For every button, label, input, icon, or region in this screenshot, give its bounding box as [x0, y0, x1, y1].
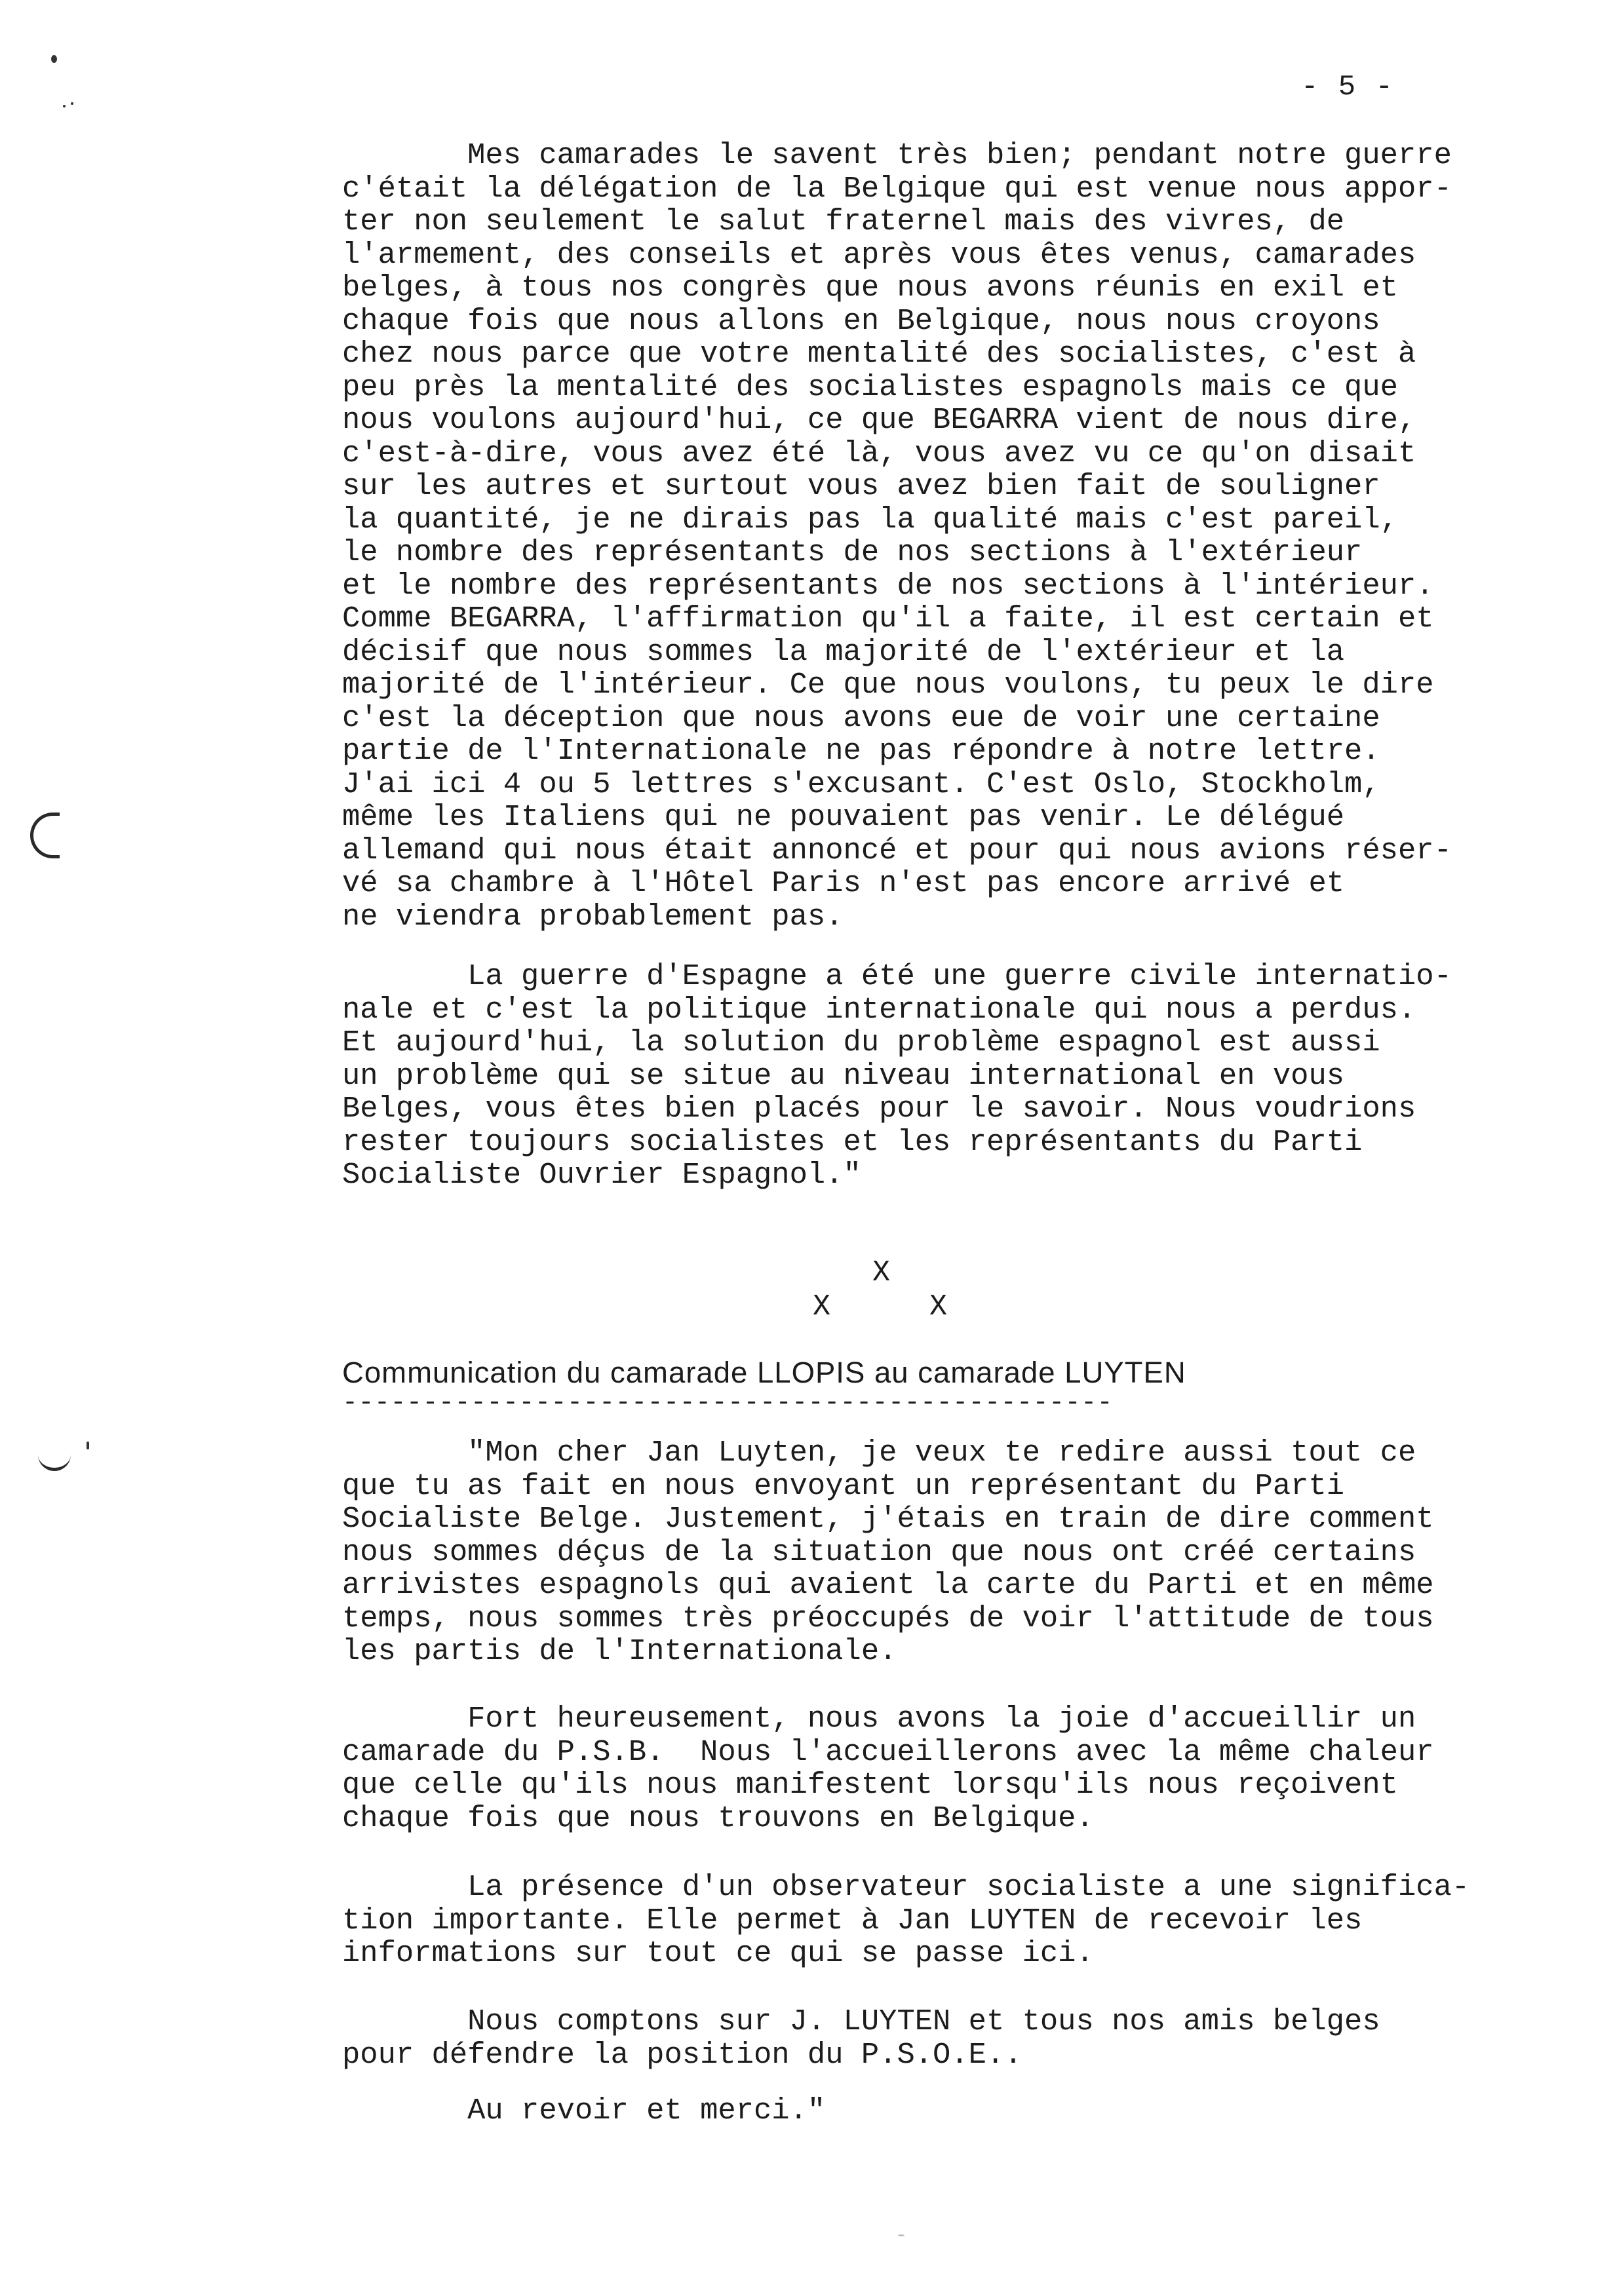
section-heading: Communication du camarade LLOPIS au camarade LUYTEN: [342, 1356, 1186, 1389]
page-number: - 5 -: [1301, 71, 1395, 104]
paragraph: Nous comptons sur J. LUYTEN et tous nos amis belges pour défendre la position du P.S.O.E..: [342, 2004, 1380, 2072]
heading-underline: ------------------------------------------------: [342, 1388, 1114, 1418]
paragraph: La guerre d'Espagne a été une guerre civile internatio- nale et c'est la politique internationale qui nous a perdus. Et aujourd'hui, la solution du problème espagnol est aussi un problème qui se situe au niveau international en vous Belges, vous êtes bien placés pour le savoir. Nous voudrions rester toujours socialistes et les représentants du Parti Socialiste Ouvrier Espagnol.": [342, 959, 1452, 1192]
section-separator-mark: X: [929, 1290, 948, 1324]
ink-speck: [51, 55, 57, 63]
paragraph: Fort heureusement, nous avons la joie d'accueillir un camarade du P.S.B. Nous l'accueillerons avec la même chaleur que celle qu'ils nous manifestent lorsqu'ils nous reçoivent chaque fois que nous trouvons en Belgique.: [342, 1702, 1434, 1835]
ink-speck: [63, 105, 66, 107]
ink-speck: [87, 1442, 89, 1449]
paragraph: "Mon cher Jan Luyten, je veux te redire aussi tout ce que tu as fait en nous envoyant un représentant du Parti Socialiste Belge. Justement, j'étais en train de dire comment nous sommes déçus de la situation que nous ont créé certains arrivistes espagnols qui avaient la carte du Parti et en même temps, nous sommes très préoccupés de voir l'attitude de tous les partis de l'Internationale.: [342, 1436, 1434, 1668]
paragraph: La présence d'un observateur socialiste a une significa- tion importante. Elle permet à Jan LUYTEN de recevoir les informations sur tout ce qui se passe ici.: [342, 1870, 1470, 1970]
section-separator-mark: X: [813, 1290, 831, 1324]
paragraph: Mes camarades le savent très bien; pendant notre guerre c'était la délégation de la Belgique qui est venue nous appor- ter non seulement le salut fraternel mais des vivres, de l'armement, des conseils et après vous êtes venus, camarades belges, à tous nos congrès que nous avons réunis en exil et chaque fois que nous allons en Belgique, nous nous croyons chez nous parce que votre mentalité des socialistes, c'est à peu près la mentalité des socialistes espagnols mais ce que nous voulons aujourd'hui, ce que BEGARRA vient de nous dire, c'est-à-dire, vous avez été là, vous avez vu ce qu'on disait sur les autres et surtout vous avez bien fait de souligner la quantité, je ne dirais pas la qualité mais c'est pareil, le nombre des représentants de nos sections à l'extérieur et le nombre des représentants de nos sections à l'intérieur. Comme BEGARRA, l'affirmation qu'il a faite, il est certain et décisif que nous sommes la majorité de l'extérieur et la majorité de l'intérieur. Ce que nous voulons, tu peux le dire c'est la déception que nous avons eue de voir une certaine partie de l'Internationale ne pas répondre à notre lettre. J'ai ici 4 ou 5 lettres s'excusant. C'est Oslo, Stockholm, même les Italiens qui ne pouvaient pas venir. Le délégué allemand qui nous était annoncé et pour qui nous avions réser- vé sa chambre à l'Hôtel Paris n'est pas encore arrivé et ne viendra probablement pas.: [342, 138, 1452, 934]
section-separator-mark: X: [872, 1256, 891, 1290]
margin-curve-mark: [38, 1455, 71, 1471]
paragraph: Au revoir et merci.": [342, 2094, 826, 2128]
ink-speck: [71, 102, 73, 105]
ink-speck: [898, 2234, 905, 2236]
margin-bracket-mark: [30, 813, 60, 858]
